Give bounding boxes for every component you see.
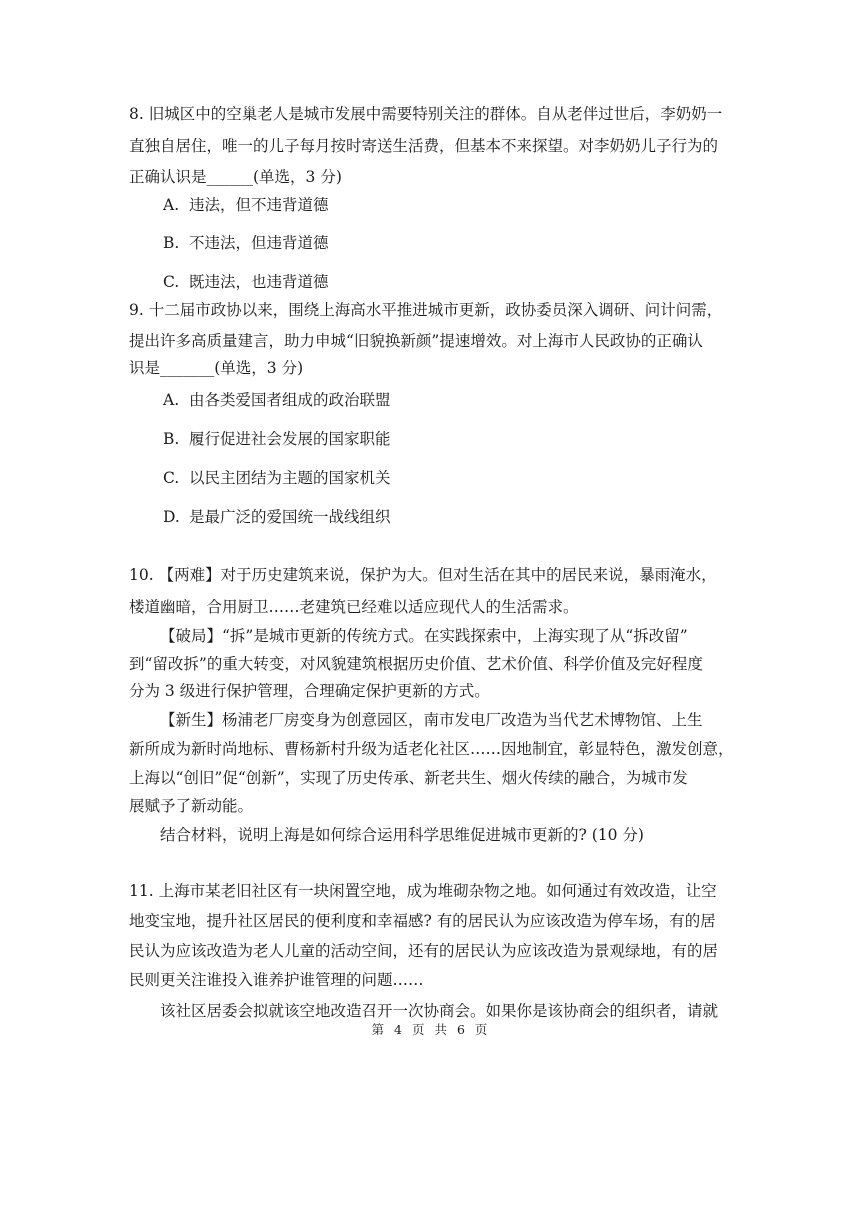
q8-option-b: B. 不违法，但违背道德 — [163, 234, 329, 252]
q11-line-5: 该社区居委会拟就该空地改造召开一次协商会。如果你是该协商会的组织者，请就 — [160, 1002, 719, 1020]
q10-line-8: 上海以“创旧”促“创新”，实现了历史传承、新老共生、烟火传续的融合，为城市发 — [129, 769, 688, 787]
footer-gong: 共 — [434, 1022, 448, 1037]
total-pages: 6 — [456, 1022, 466, 1037]
q10-line-5: 分为 3 级进行保护管理，合理确定保护更新的方式。 — [129, 682, 490, 700]
q8-option-a: A. 违法，但不违背道德 — [163, 196, 329, 214]
q11-line-2: 地变宝地，提升社区居民的便利度和幸福感? 有的居民认为应该改造为停车场，有的居 — [129, 912, 716, 930]
q9-stem-line-2: 提出许多高质量建言，助力申城“旧貌换新颜”提速增效。对上海市人民政协的正确认 — [129, 332, 703, 350]
q8-stem-line-1: 8. 旧城区中的空巢老人是城市发展中需要特别关注的群体。自从老伴过世后，李奶奶一 — [129, 105, 723, 123]
q8-stem-line-3: 正确认识是______(单选，3 分) — [129, 168, 342, 186]
page-number: 4 — [394, 1022, 403, 1037]
q9-stem-line-3: 识是_______(单选，3 分) — [129, 359, 304, 377]
footer-ye: 页 — [411, 1022, 426, 1037]
page-footer — [0, 1022, 860, 1038]
q8-stem-line-2: 直独自居住，唯一的儿子每月按时寄送生活费，但基本不来探望。对李奶奶儿子行为的 — [129, 137, 719, 155]
q10-line-6: 【新生】杨浦老厂房变身为创意园区，南市发电厂改造为当代艺术博物馆、上生 — [160, 711, 703, 729]
footer-di: 第 — [371, 1022, 386, 1037]
q10-task: 结合材料，说明上海是如何综合运用科学思维促进城市更新的? (10 分) — [160, 826, 644, 844]
q10-line-4: 到“留改拆”的重大转变，对风貌建筑根据历史价值、艺术价值、科学价值及完好程度 — [129, 655, 703, 673]
q9-option-d: D. 是最广泛的爱国统一战线组织 — [163, 508, 391, 526]
q9-stem-line-1: 9. 十二届市政协以来，围绕上海高水平推进城市更新，政协委员深入调研、问计问需， — [129, 301, 723, 319]
q9-option-a: A. 由各类爱国者组成的政治联盟 — [163, 391, 391, 409]
q11-line-4: 民则更关注谁投入谁养护谁管理的问题…… — [129, 971, 424, 989]
q9-option-b: B. 履行促进社会发展的国家职能 — [163, 430, 391, 448]
q10-line-9: 展赋予了新动能。 — [129, 797, 254, 815]
q10-line-1: 10. 【两难】对于历史建筑来说，保护为大。但对生活在其中的居民来说，暴雨淹水， — [129, 566, 717, 584]
q10-line-2: 楼道幽暗，合用厨卫……老建筑已经难以适应现代人的生活需求。 — [129, 598, 579, 616]
q9-option-c: C. 以民主团结为主题的国家机关 — [163, 469, 391, 487]
q10-line-3: 【破局】“拆”是城市更新的传统方式。在实践探索中，上海实现了从“拆改留” — [160, 627, 688, 645]
footer-ye-2: 页 — [474, 1022, 489, 1037]
q8-option-c: C. 既违法，也违背道德 — [163, 273, 329, 291]
q10-line-7: 新所成为新时尚地标、曹杨新村升级为适老化社区……因地制宜，彰显特色，激发创意， — [129, 740, 734, 758]
q11-line-1: 11. 上海市某老旧社区有一块闲置空地，成为堆砌杂物之地。如何通过有效改造，让空 — [129, 882, 717, 900]
q11-line-3: 民认为应该改造为老人儿童的活动空间，还有的居民认为应该改造为景观绿地，有的居 — [129, 942, 719, 960]
